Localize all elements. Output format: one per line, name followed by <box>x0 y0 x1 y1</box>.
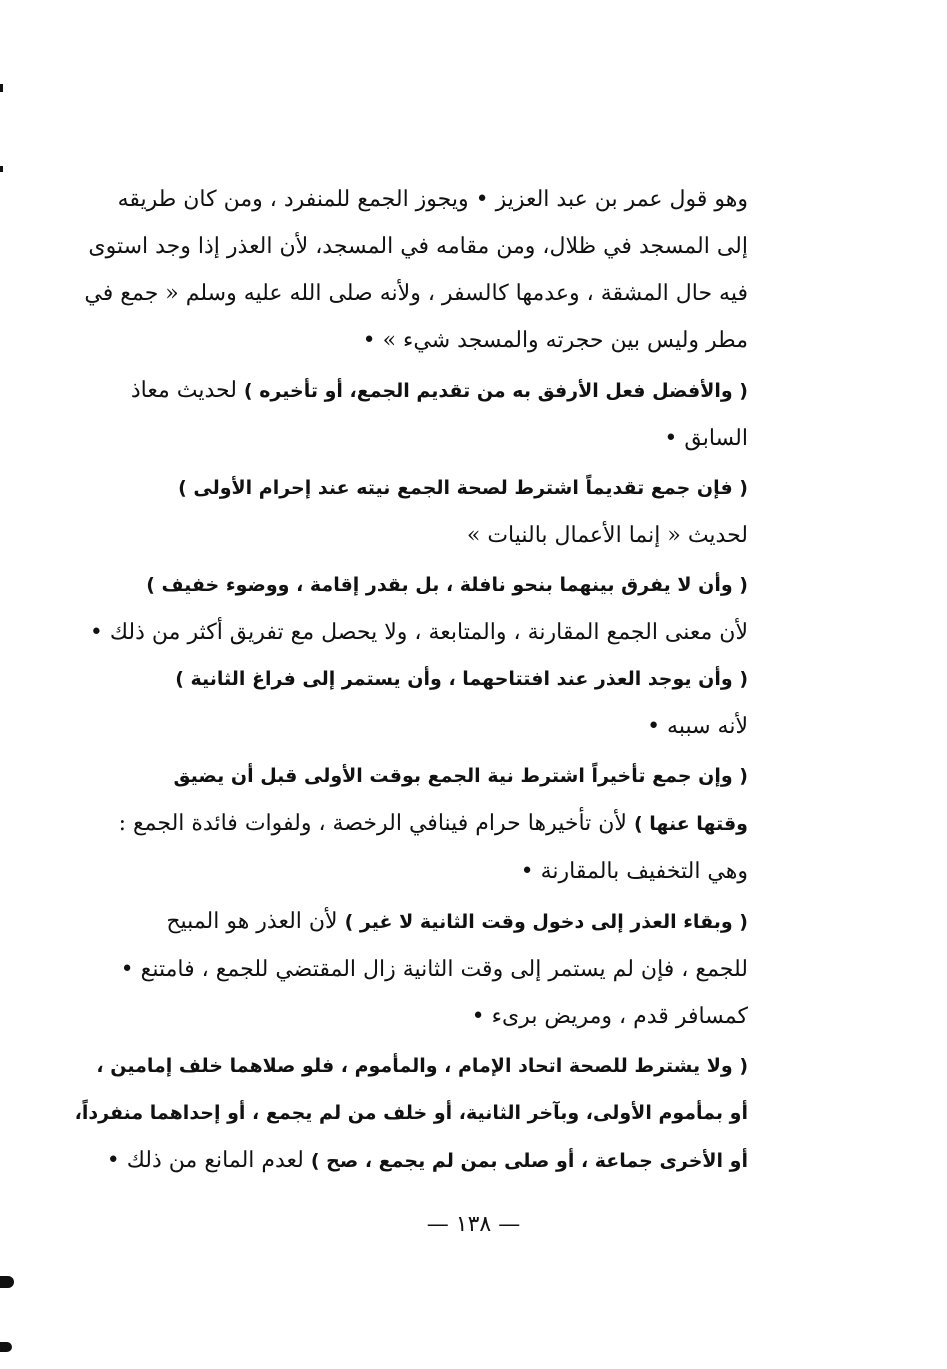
paragraph-7 <box>74 1043 748 1185</box>
text-line: وهي التخفيف بالمقارنة • <box>520 859 748 884</box>
text-line: لحديث « إنما الأعمال بالنيات » <box>466 523 748 548</box>
paragraph-2 <box>104 367 748 462</box>
bold-rule: ( وإن جمع تأخيراً اشترط نية الجمع بوقت الأولى قبل أن يضيق <box>173 765 748 787</box>
bold-rule: ( فإن جمع تقديماً اشترط لصحة الجمع نيته عند إحرام الأولى ) <box>178 477 748 499</box>
paragraph-6 <box>104 898 748 1040</box>
text-line: السابق • <box>664 426 748 451</box>
bold-rule: أو الأخرى جماعة ، أو صلى بمن لم يجمع ، صح ) <box>310 1150 748 1172</box>
text-line <box>104 367 748 415</box>
commentary: لأن تأخيرها حرام فينافي الرخصة ، ولفوات فائدة الجمع : <box>118 811 627 836</box>
scan-edge-mark <box>0 1276 14 1288</box>
text-line: إلى المسجد في ظلال، ومن مقامه في المسجد، لأن العذر إذا وجد استوى <box>88 234 748 259</box>
text-line: لأنه سببه • <box>647 714 748 739</box>
bold-rule: أو بمأموم الأولى، وبآخر الثانية، أو خلف من لم يجمع ، أو إحداهما منفرداً، <box>74 1102 748 1124</box>
text-line: فيه حال المشقة ، وعدمها كالسفر ، ولأنه صلى الله عليه وسلم « جمع في <box>84 281 748 306</box>
paragraph-1 <box>84 176 748 364</box>
bold-rule: وقتها عنها ) <box>633 813 748 835</box>
text-line <box>104 898 748 946</box>
text-line <box>104 1137 748 1185</box>
bold-rule: ( ولا يشترط للصحة اتحاد الإمام ، والمأموم ، فلو صلاهما خلف إمامين ، <box>96 1055 748 1077</box>
scan-edge-mark <box>0 166 3 172</box>
text-line: للجمع ، فإن لم يستمر إلى وقت الثانية زال المقتضي للجمع ، فامتنع • <box>120 957 748 982</box>
scan-edge-mark <box>0 1342 12 1352</box>
bold-rule: ( والأفضل فعل الأرفق به من تقديم الجمع، أو تأخيره ) <box>243 380 748 402</box>
commentary: لعدم المانع من ذلك • <box>106 1148 304 1173</box>
bold-rule: ( وبقاء العذر إلى دخول وقت الثانية لا غير ) <box>344 911 748 933</box>
paragraph-4 <box>89 562 748 750</box>
text-line: مطر وليس بين حجرته والمسجد شيء » • <box>362 328 748 353</box>
paragraph-3 <box>104 465 748 559</box>
scan-edge-mark <box>0 84 3 92</box>
page-body <box>74 176 748 1256</box>
text-line: وهو قول عمر بن عبد العزيز • ويجوز الجمع للمنفرد ، ومن كان طريقه <box>117 187 748 212</box>
bold-rule: ( وأن لا يفرق بينهما بنحو نافلة ، بل بقدر إقامة ، ووضوء خفيف ) <box>146 574 748 596</box>
text-line <box>104 800 748 848</box>
text-line: لأن معنى الجمع المقارنة ، والمتابعة ، ولا يحصل مع تفريق أكثر من ذلك • <box>89 620 748 645</box>
commentary: لحديث معاذ <box>130 378 237 403</box>
commentary: لأن العذر هو المبيح <box>166 909 338 934</box>
paragraph-5 <box>104 753 748 895</box>
text-line: كمسافر قدم ، ومريض برىء • <box>471 1004 748 1029</box>
page-number: — ١٣٨ — <box>426 1212 521 1237</box>
bold-rule: ( وأن يوجد العذر عند افتتاحهما ، وأن يستمر إلى فراغ الثانية ) <box>175 668 748 690</box>
